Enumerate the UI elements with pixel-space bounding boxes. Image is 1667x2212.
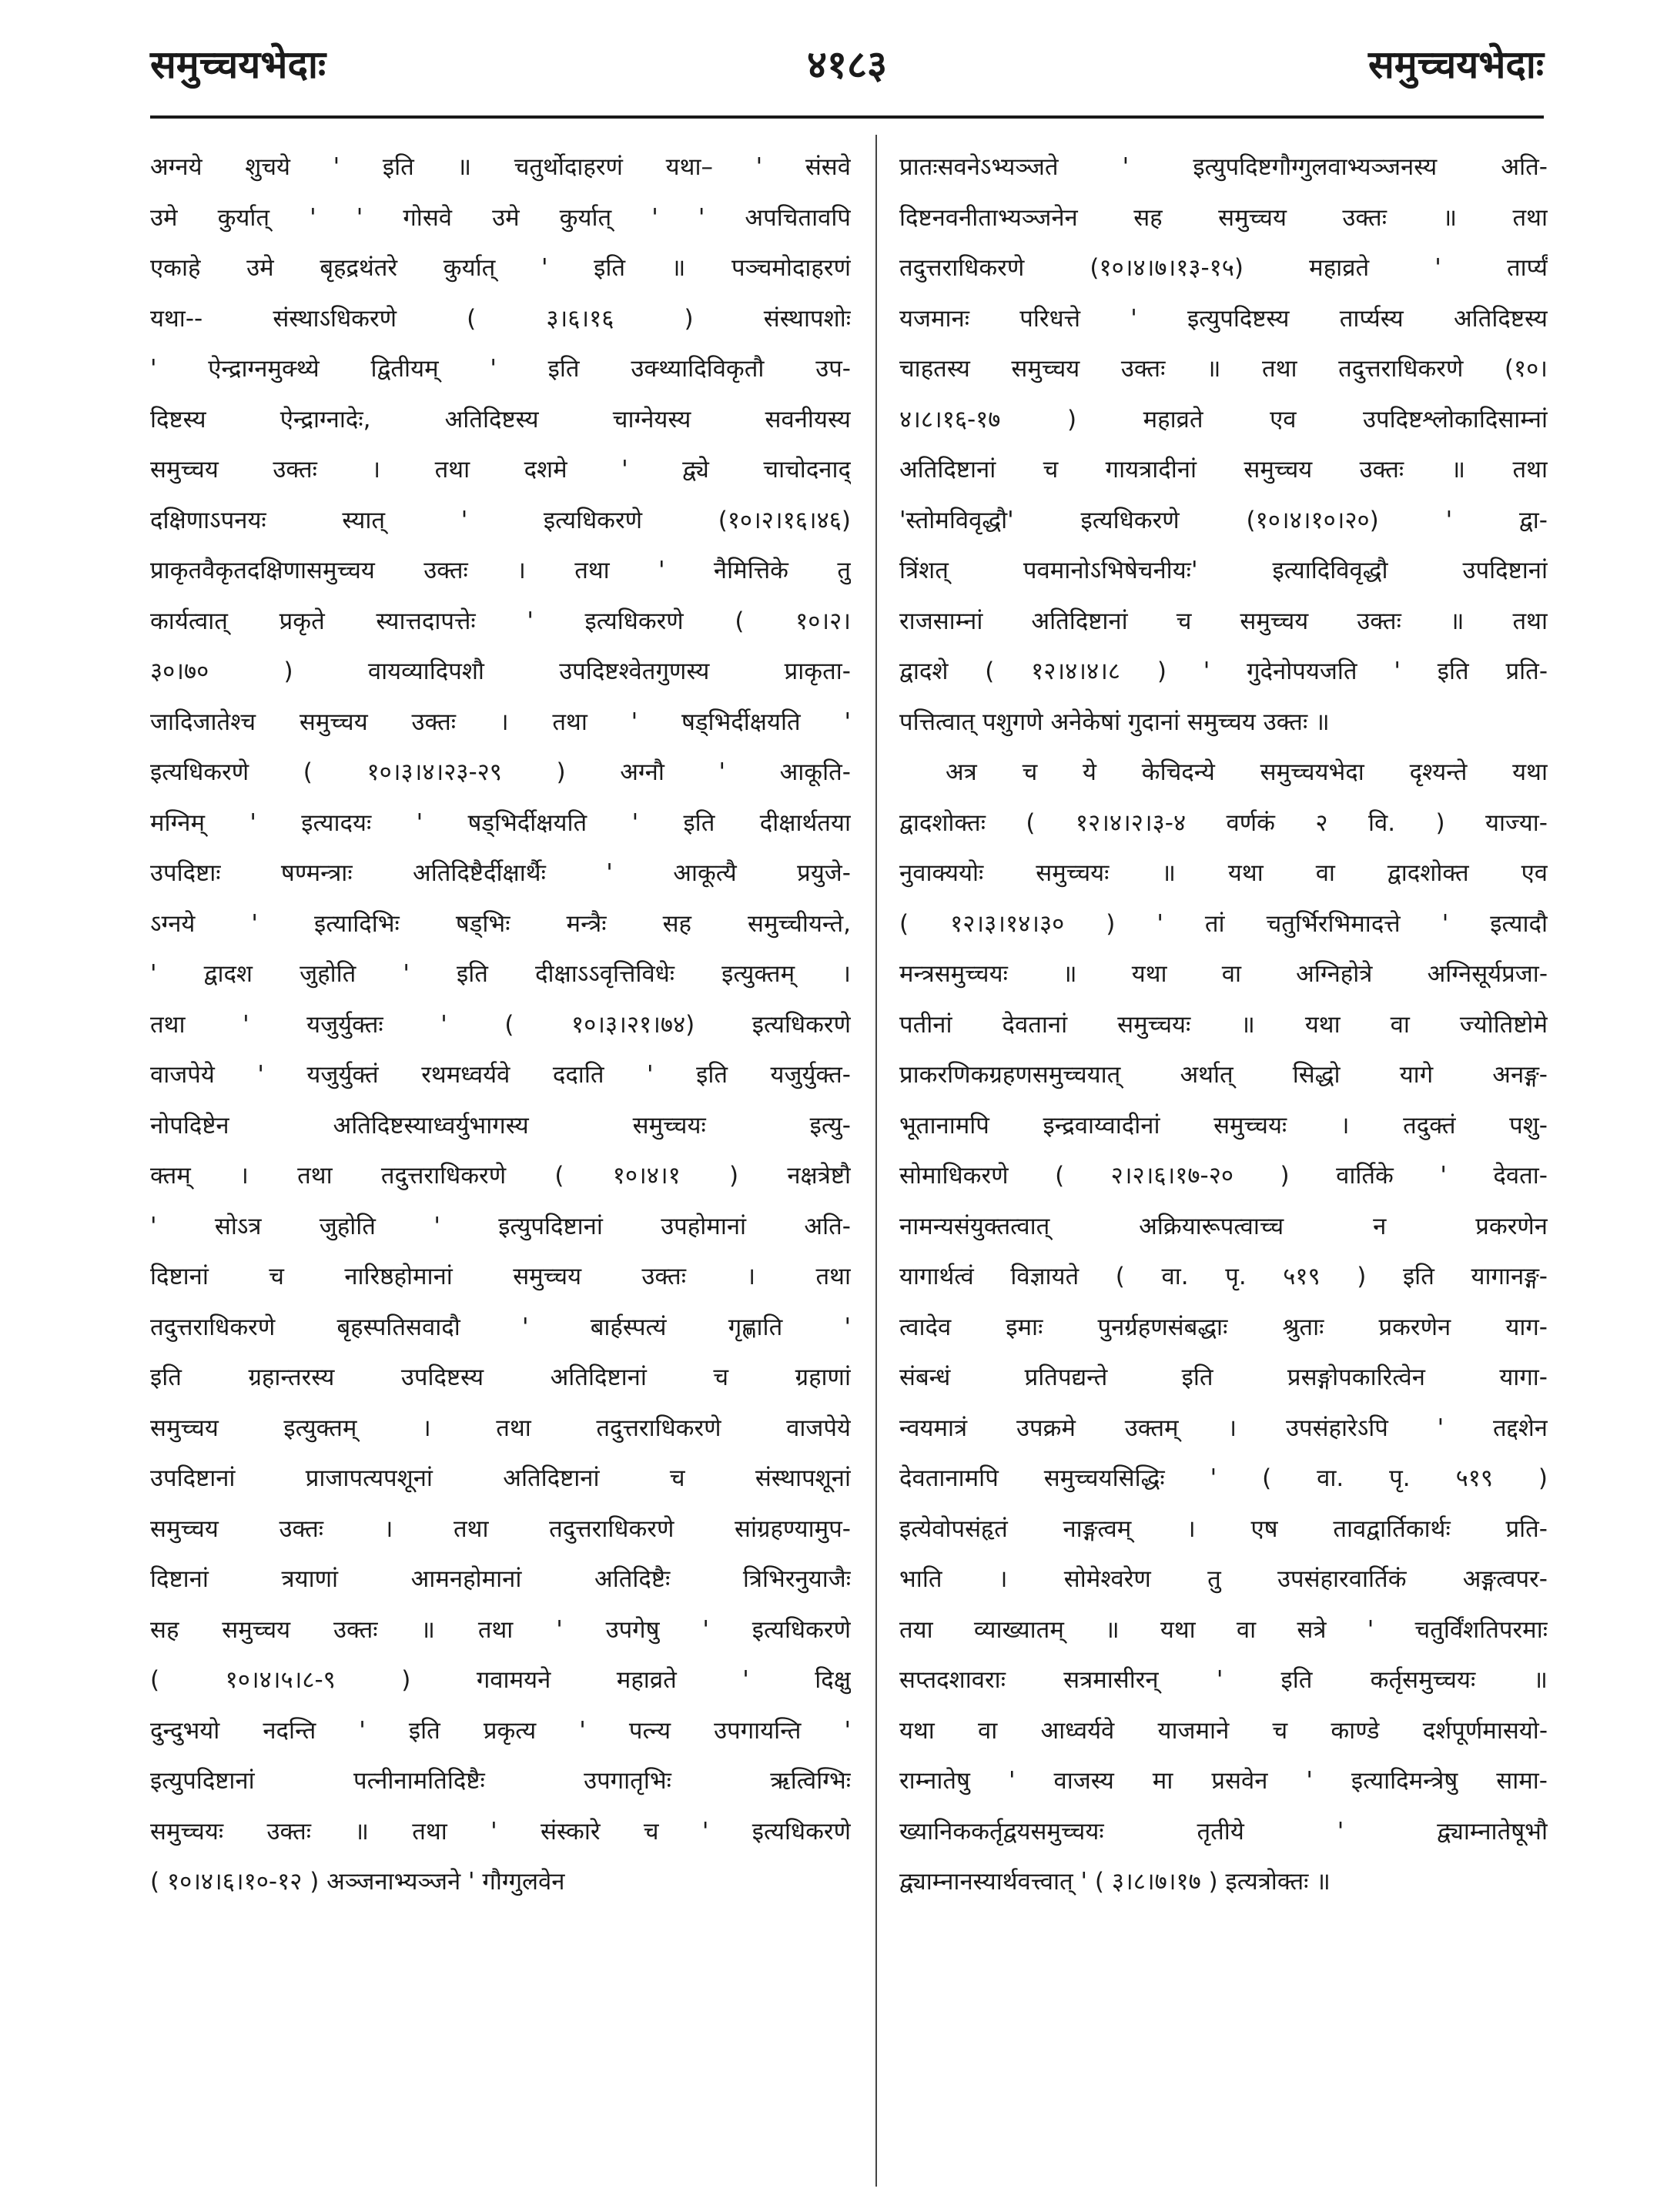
text-line: प्राकरणिकग्रहणसमुच्चयात् अर्थात् सिद्धो यागे अनङ्ग- <box>899 1061 1548 1089</box>
text-line: तदुत्तराधिकरणे बृहस्पतिसवादौ ' बार्हस्पत्यं गृह्णाति ' <box>150 1313 851 1341</box>
text-line: नोपदिष्टेन अतिदिष्टस्याध्वर्युभागस्य समुच्चयः इत्यु- <box>150 1111 851 1139</box>
text-line: दक्षिणाऽपनयः स्यात् ' इत्यधिकरणे (१०।२।१६।४६) <box>150 506 851 534</box>
text-line: इत्येवोपसंहृतं नाङ्गत्वम् । एष तावद्वार्तिकार्थः प्रति- <box>899 1514 1548 1543</box>
text-line: भूतानामपि इन्द्रवाय्वादीनां समुच्चयः । तदुक्तं पशु- <box>899 1111 1548 1139</box>
text-line: पत्तित्वात् पशुगणे अनेकेषां गुदानां समुच्चय उक्तः ॥ <box>899 708 1330 736</box>
text-line: प्रातःसवनेऽभ्यञ्जते ' इत्युपदिष्टगौग्गुलवाभ्यञ्जनस्य अति- <box>899 153 1548 181</box>
text-line: ' द्वादश जुहोति ' इति दीक्षाऽऽवृत्तिविधेः इत्युक्तम् । <box>150 960 851 988</box>
text-line: मन्त्रसमुच्चयः ॥ यथा वा अग्निहोत्रे अग्निसूर्यप्रजा- <box>899 960 1548 988</box>
text-line: दिष्टानां च नारिष्ठहोमानां समुच्चय उक्तः । तथा <box>150 1263 851 1290</box>
text-line: अग्नये शुचये ' इति ॥ चतुर्थोदाहरणं यथा– ' संसवे <box>150 153 851 181</box>
text-line: 'स्तोमविवृद्धौ' इत्यधिकरणे (१०।४।१०।२०) ' द्वा- <box>899 506 1548 534</box>
text-line: उमे कुर्यात् ' ' गोसवे उमे कुर्यात् ' ' अपचितावपि <box>150 203 851 232</box>
text-line: ( १०।४।६।१०-१२ ) अञ्जनाभ्यञ्जने ' गौग्गुलवेन <box>150 1868 565 1896</box>
text-line: समुच्चयः उक्तः ॥ तथा ' संस्कारे च ' इत्यधिकरणे <box>150 1817 851 1846</box>
text-line: यथा-- संस्थाऽधिकरणे ( ३।६।१६ ) संस्थापशोः <box>150 304 851 333</box>
text-line: त्वादेव इमाः पुनर्ग्रहणसंबद्धाः श्रुताः प्रकरणेन याग- <box>899 1313 1548 1341</box>
text-line: ख्यानिककर्तृद्वयसमुच्चयः तृतीये ' द्व्याम्नातेषूभौ <box>899 1817 1548 1846</box>
text-line: यथा वा आध्वर्यवे याजमाने च काण्डे दर्शपूर्णमासयो- <box>899 1716 1548 1745</box>
text-line: इत्यधिकरणे ( १०।३।४।२३-२९ ) अग्नौ ' आकूति- <box>150 758 851 786</box>
text-line: सप्तदशावराः सत्रमासीरन् ' इति कर्तृसमुच्चयः ॥ <box>899 1666 1548 1694</box>
text-line: अतिदिष्टानां च गायत्रादीनां समुच्चय उक्तः ॥ तथा <box>899 456 1548 484</box>
text-line: ( १२।३।१४।३० ) ' तां चतुर्भिरभिमादत्ते ' इत्यादौ <box>899 909 1548 938</box>
text-line: ऽग्नये ' इत्यादिभिः षड्भिः मन्त्रैः सह समुच्चीयन्ते, <box>150 909 851 938</box>
text-line: राम्नातेषु ' वाजस्य मा प्रसवेन ' इत्यादिमन्त्रेषु सामा- <box>899 1767 1548 1795</box>
text-line: देवतानामपि समुच्चयसिद्धिः ' ( वा. पृ. ५१९ ) <box>899 1464 1548 1492</box>
text-line: ( १०।४।५।८-९ ) गवामयने महाव्रते ' दिक्षु <box>150 1666 851 1694</box>
text-line: सह समुच्चय उक्तः ॥ तथा ' उपगेषु ' इत्यधिकरणे <box>150 1615 851 1644</box>
text-line: द्वादशे ( १२।४।४।८ ) ' गुदेनोपयजति ' इति प्रति- <box>899 658 1548 685</box>
text-line: दिष्टानां त्रयाणां आमनहोमानां अतिदिष्टैः त्रिभिरनुयाजैः <box>150 1565 851 1593</box>
text-line: द्वादशोक्तः ( १२।४।२।३-४ वर्णकं २ वि. ) याज्या- <box>899 808 1548 837</box>
text-line: दुन्दुभयो नदन्ति ' इति प्रकृत्य ' पत्न्य उपगायन्ति ' <box>150 1716 851 1745</box>
page-header <box>150 37 1544 99</box>
text-line: समुच्चय उक्तः । तथा तदुत्तराधिकरणे सांग्रहण्यामुप- <box>150 1514 851 1543</box>
text-line: ' सोऽत्र जुहोति ' इत्युपदिष्टानां उपहोमानां अति- <box>150 1212 851 1240</box>
left-column <box>150 142 851 1908</box>
text-line: यागार्थत्वं विज्ञायते ( वा. पृ. ५१९ ) इति यागानङ्ग- <box>899 1263 1548 1290</box>
text-line: नामन्यसंयुक्तत्वात् अक्रियारूपत्वाच्च न प्रकरणेन <box>899 1212 1548 1240</box>
text-line: राजसाम्नां अतिदिष्टानां च समुच्चय उक्तः ॥ तथा <box>899 607 1548 635</box>
text-line: वाजपेये ' यजुर्युक्तं रथमध्वर्यवे ददाति ' इति यजुर्युक्त- <box>150 1061 851 1089</box>
running-head-right: समुच्चयभेदाः <box>1367 42 1544 87</box>
page-number: ४१८३ <box>807 42 887 87</box>
text-line: तया व्याख्यातम् ॥ यथा वा सत्रे ' चतुर्विंशतिपरमाः <box>899 1615 1548 1644</box>
text-line: संबन्धं प्रतिपद्यन्ते इति प्रसङ्गोपकारित्वेन यागा- <box>899 1364 1548 1391</box>
text-line: इत्युपदिष्टानां पत्नीनामतिदिष्टैः उपगातृभिः ऋत्विग्भिः <box>150 1767 851 1795</box>
text-line: समुच्चय इत्युक्तम् । तथा तदुत्तराधिकरणे वाजपेये <box>150 1414 851 1442</box>
text-line: उपदिष्टाः षण्मन्त्राः अतिदिष्टैर्दीक्षार्थैः ' आकूत्यै प्रयुजे- <box>150 859 851 887</box>
text-line: एकाहे उमे बृहद्रथंतरे कुर्यात् ' इति ॥ पञ्चमोदाहरणं <box>150 254 851 282</box>
text-line: त्रिंशत् पवमानोऽभिषेचनीयः' इत्यादिविवृद्धौ उपदिष्टानां <box>899 557 1548 584</box>
right-column <box>899 142 1548 1908</box>
text-line: ' ऐन्द्राग्नमुक्थ्ये द्वितीयम् ' इति उक्थ्यादिविकृतौ उप- <box>150 355 851 383</box>
text-line: क्तम् । तथा तदुत्तराधिकरणे ( १०।४।१ ) नक्षत्रेष्टौ <box>150 1162 851 1190</box>
text-line: समुच्चय उक्तः । तथा दशमे ' द्व्येे चाचोदनाद् <box>150 456 851 484</box>
text-line: ४।८।१६-१७ ) महाव्रते एव उपदिष्टश्लोकादिसाम्नां <box>899 405 1548 433</box>
text-line: दिष्टस्य ऐन्द्राग्नादेः, अतिदिष्टस्य चाग्नेयस्य सवनीयस्य <box>150 405 851 433</box>
column-divider <box>875 135 877 2187</box>
text-line: तदुत्तराधिकरणे (१०।४।७।१३-१५) महाव्रते ' तार्प्यं <box>899 254 1548 282</box>
text-line: मग्निम् ' इत्यादयः ' षड्भिर्दीक्षयति ' इति दीक्षार्थतया <box>150 808 851 837</box>
running-head-left: समुच्चयभेदाः <box>150 42 326 87</box>
text-line: भाति । सोमेश्वरेण तु उपसंहारवार्तिकं अङ्गत्वपर- <box>899 1565 1548 1593</box>
text-line: ३०।७० ) वायव्यादिपशौ उपदिष्टश्वेतगुणस्य प्राकृता- <box>150 658 851 685</box>
text-line: द्व्याम्नानस्यार्थवत्त्वात् ' ( ३।८।७।१७ ) इत्यत्रोक्तः ॥ <box>899 1868 1331 1896</box>
text-line: दिष्टनवनीताभ्यञ्जनेन सह समुच्चय उक्तः ॥ तथा <box>899 203 1548 232</box>
text-line: प्राकृतवैकृतदक्षिणासमुच्चय उक्तः । तथा ' नैमित्तिके तु <box>150 557 851 584</box>
text-line: इति ग्रहान्तरस्य उपदिष्टस्य अतिदिष्टानां च ग्रहाणां <box>150 1364 851 1391</box>
text-line: अत्र च ये केचिदन्ये समुच्चयभेदा दृश्यन्ते यथा <box>946 758 1548 786</box>
text-line: उपदिष्टानां प्राजापत्यपशूनां अतिदिष्टानां च संस्थापशूनां <box>150 1464 851 1492</box>
header-rule <box>150 115 1544 119</box>
text-line: सोमाधिकरणे ( २।२।६।१७-२० ) वार्तिके ' देवता- <box>899 1162 1548 1190</box>
text-line: पतीनां देवतानां समुच्चयः ॥ यथा वा ज्योतिष्टोमे <box>899 1010 1548 1039</box>
text-line: जादिजातेश्च समुच्चय उक्तः । तथा ' षड्भिर्दीक्षयति ' <box>150 708 851 736</box>
text-line: न्वयमात्रं उपक्रमे उक्तम् । उपसंहारेऽपि ' तद्दशेन <box>899 1414 1548 1442</box>
text-line: चाहतस्य समुच्चय उक्तः ॥ तथा तदुत्तराधिकरणे (१०। <box>899 355 1548 383</box>
text-line: कार्यत्वात् प्रकृते स्यात्तदापत्तेः ' इत्यधिकरणे ( १०।२। <box>150 607 851 635</box>
text-line: नुवाक्ययोः समुच्चयः ॥ यथा वा द्वादशोक्त एव <box>899 859 1548 887</box>
text-line: तथा ' यजुर्युक्तः ' ( १०।३।२१।७४) इत्यधिकरणे <box>150 1010 851 1039</box>
text-line: यजमानः परिधत्ते ' इत्युपदिष्टस्य तार्प्यस्य अतिदिष्टस्य <box>899 304 1548 333</box>
